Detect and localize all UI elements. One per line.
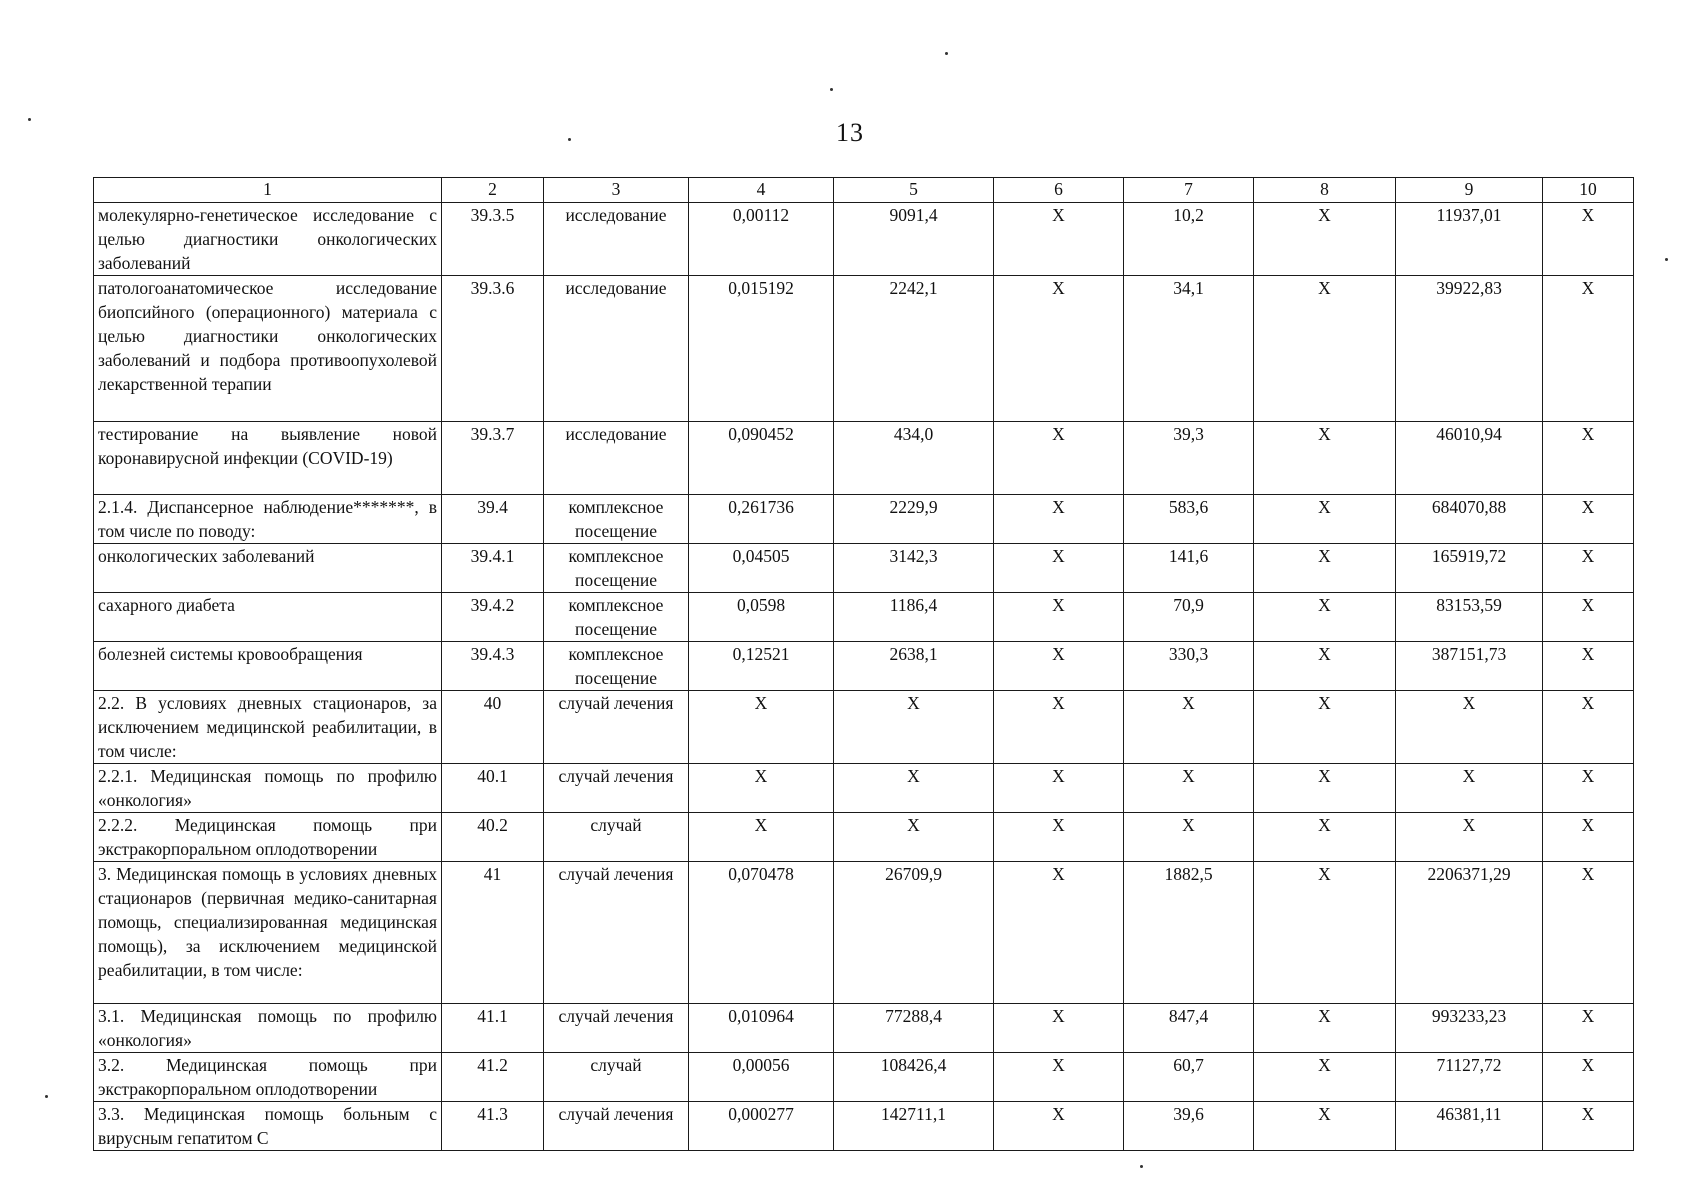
row-col4-cell: 0,090452 xyxy=(689,422,834,495)
table-row xyxy=(94,276,1634,422)
row-col7-cell: 141,6 xyxy=(1124,544,1254,593)
row-col7-cell: 583,6 xyxy=(1124,495,1254,544)
table-row xyxy=(94,862,1634,1004)
row-unit-cell: случай xyxy=(544,1053,689,1102)
row-name-cell: 3.3. Медицинская помощь больным с вирусным гепатитом С xyxy=(94,1102,442,1151)
row-unit-cell: исследование xyxy=(544,203,689,276)
row-col9-cell: 387151,73 xyxy=(1396,642,1543,691)
row-col8-cell: X xyxy=(1254,276,1396,422)
scan-speck xyxy=(1140,1165,1143,1168)
row-col5-cell: 108426,4 xyxy=(834,1053,994,1102)
row-col9-cell: 11937,01 xyxy=(1396,203,1543,276)
row-unit-cell: случай лечения xyxy=(544,862,689,1004)
table-row xyxy=(94,544,1634,593)
row-col4-cell: 0,00056 xyxy=(689,1053,834,1102)
scan-speck xyxy=(45,1095,48,1098)
row-col9-cell: X xyxy=(1396,764,1543,813)
column-header: 10 xyxy=(1543,178,1634,203)
row-col6-cell: X xyxy=(994,276,1124,422)
row-col6-cell: X xyxy=(994,593,1124,642)
row-col8-cell: X xyxy=(1254,544,1396,593)
row-name-cell: 3.1. Медицинская помощь по профилю «онкология» xyxy=(94,1004,442,1053)
header-row xyxy=(94,178,1634,203)
row-code-cell: 39.4.1 xyxy=(442,544,544,593)
row-col10-cell: X xyxy=(1543,813,1634,862)
table-row xyxy=(94,691,1634,764)
row-col8-cell: X xyxy=(1254,203,1396,276)
row-col8-cell: X xyxy=(1254,1053,1396,1102)
row-name-cell: тестирование на выявление новой коронавирусной инфекции (COVID-19) xyxy=(94,422,442,495)
scan-speck xyxy=(1665,258,1668,261)
row-col6-cell: X xyxy=(994,642,1124,691)
row-col5-cell: X xyxy=(834,813,994,862)
row-unit-cell: комплексное посещение xyxy=(544,495,689,544)
table-row xyxy=(94,642,1634,691)
row-col6-cell: X xyxy=(994,691,1124,764)
row-col10-cell: X xyxy=(1543,1102,1634,1151)
row-col4-cell: 0,261736 xyxy=(689,495,834,544)
row-code-cell: 41.3 xyxy=(442,1102,544,1151)
row-col8-cell: X xyxy=(1254,813,1396,862)
row-name-cell: молекулярно-генетическое исследование с целью диагностики онкологических заболеваний xyxy=(94,203,442,276)
row-col9-cell: X xyxy=(1396,813,1543,862)
row-name-cell: сахарного диабета xyxy=(94,593,442,642)
row-unit-cell: исследование xyxy=(544,422,689,495)
row-col5-cell: 2242,1 xyxy=(834,276,994,422)
row-name-cell: 3.2. Медицинская помощь при экстракорпоральном оплодотворении xyxy=(94,1053,442,1102)
row-col7-cell: 70,9 xyxy=(1124,593,1254,642)
row-col5-cell: 9091,4 xyxy=(834,203,994,276)
row-col4-cell: 0,00112 xyxy=(689,203,834,276)
row-unit-cell: случай xyxy=(544,813,689,862)
row-unit-cell: комплексное посещение xyxy=(544,593,689,642)
table-row xyxy=(94,593,1634,642)
row-col7-cell: 39,3 xyxy=(1124,422,1254,495)
row-col8-cell: X xyxy=(1254,642,1396,691)
row-name-cell: 2.2.1. Медицинская помощь по профилю «онкология» xyxy=(94,764,442,813)
row-code-cell: 40.1 xyxy=(442,764,544,813)
row-unit-cell: случай лечения xyxy=(544,1004,689,1053)
column-header: 1 xyxy=(94,178,442,203)
row-unit-cell: случай лечения xyxy=(544,764,689,813)
row-col4-cell: 0,12521 xyxy=(689,642,834,691)
row-col10-cell: X xyxy=(1543,691,1634,764)
row-col9-cell: 46010,94 xyxy=(1396,422,1543,495)
row-col8-cell: X xyxy=(1254,593,1396,642)
row-col10-cell: X xyxy=(1543,203,1634,276)
column-header: 2 xyxy=(442,178,544,203)
row-col4-cell: X xyxy=(689,691,834,764)
row-col7-cell: 10,2 xyxy=(1124,203,1254,276)
row-col8-cell: X xyxy=(1254,1004,1396,1053)
row-col8-cell: X xyxy=(1254,862,1396,1004)
row-col8-cell: X xyxy=(1254,764,1396,813)
row-code-cell: 39.3.7 xyxy=(442,422,544,495)
row-col7-cell: 847,4 xyxy=(1124,1004,1254,1053)
row-col10-cell: X xyxy=(1543,544,1634,593)
scan-speck xyxy=(830,88,833,91)
table-row xyxy=(94,422,1634,495)
row-code-cell: 39.3.6 xyxy=(442,276,544,422)
row-col4-cell: 0,010964 xyxy=(689,1004,834,1053)
row-col9-cell: 46381,11 xyxy=(1396,1102,1543,1151)
row-col5-cell: 434,0 xyxy=(834,422,994,495)
row-unit-cell: комплексное посещение xyxy=(544,544,689,593)
row-col4-cell: 0,0598 xyxy=(689,593,834,642)
row-col7-cell: X xyxy=(1124,813,1254,862)
row-col9-cell: X xyxy=(1396,691,1543,764)
row-col8-cell: X xyxy=(1254,422,1396,495)
row-code-cell: 39.3.5 xyxy=(442,203,544,276)
row-col9-cell: 39922,83 xyxy=(1396,276,1543,422)
row-col4-cell: 0,000277 xyxy=(689,1102,834,1151)
row-col4-cell: X xyxy=(689,764,834,813)
row-code-cell: 39.4.2 xyxy=(442,593,544,642)
row-col10-cell: X xyxy=(1543,422,1634,495)
column-header: 6 xyxy=(994,178,1124,203)
row-name-cell: 2.1.4. Диспансерное наблюдение*******, в том числе по поводу: xyxy=(94,495,442,544)
table-row xyxy=(94,1004,1634,1053)
row-col6-cell: X xyxy=(994,203,1124,276)
row-col5-cell: 1186,4 xyxy=(834,593,994,642)
row-col5-cell: X xyxy=(834,764,994,813)
row-col7-cell: X xyxy=(1124,691,1254,764)
row-col8-cell: X xyxy=(1254,495,1396,544)
row-col6-cell: X xyxy=(994,422,1124,495)
row-name-cell: 2.2. В условиях дневных стационаров, за исключением медицинской реабилитации, в том числе: xyxy=(94,691,442,764)
row-col7-cell: 1882,5 xyxy=(1124,862,1254,1004)
column-header: 7 xyxy=(1124,178,1254,203)
scan-speck xyxy=(945,52,948,55)
row-col10-cell: X xyxy=(1543,764,1634,813)
column-header: 5 xyxy=(834,178,994,203)
row-name-cell: патологоанатомическое исследование биопсийного (операционного) материала с целью диагностики онкологических заболеваний и подбора противоопухолевой лекарственной терапии xyxy=(94,276,442,422)
row-col9-cell: 684070,88 xyxy=(1396,495,1543,544)
row-col5-cell: 26709,9 xyxy=(834,862,994,1004)
row-col6-cell: X xyxy=(994,1102,1124,1151)
row-unit-cell: случай лечения xyxy=(544,1102,689,1151)
row-code-cell: 39.4.3 xyxy=(442,642,544,691)
table-row xyxy=(94,495,1634,544)
row-col10-cell: X xyxy=(1543,1004,1634,1053)
table-row xyxy=(94,1102,1634,1151)
row-col5-cell: 142711,1 xyxy=(834,1102,994,1151)
scan-speck xyxy=(568,138,571,141)
row-col6-cell: X xyxy=(994,1053,1124,1102)
row-col7-cell: 60,7 xyxy=(1124,1053,1254,1102)
row-col10-cell: X xyxy=(1543,1053,1634,1102)
row-col6-cell: X xyxy=(994,495,1124,544)
row-col5-cell: X xyxy=(834,691,994,764)
row-unit-cell: комплексное посещение xyxy=(544,642,689,691)
row-col9-cell: 993233,23 xyxy=(1396,1004,1543,1053)
row-col10-cell: X xyxy=(1543,642,1634,691)
row-col8-cell: X xyxy=(1254,1102,1396,1151)
column-header: 9 xyxy=(1396,178,1543,203)
row-col6-cell: X xyxy=(994,764,1124,813)
row-code-cell: 40 xyxy=(442,691,544,764)
row-code-cell: 39.4 xyxy=(442,495,544,544)
row-col4-cell: 0,04505 xyxy=(689,544,834,593)
row-col10-cell: X xyxy=(1543,276,1634,422)
row-col5-cell: 2229,9 xyxy=(834,495,994,544)
table-body xyxy=(94,178,1634,1151)
row-col9-cell: 83153,59 xyxy=(1396,593,1543,642)
row-code-cell: 41.2 xyxy=(442,1053,544,1102)
column-header: 4 xyxy=(689,178,834,203)
row-col9-cell: 165919,72 xyxy=(1396,544,1543,593)
row-col9-cell: 71127,72 xyxy=(1396,1053,1543,1102)
row-unit-cell: исследование xyxy=(544,276,689,422)
row-col6-cell: X xyxy=(994,813,1124,862)
column-header: 3 xyxy=(544,178,689,203)
row-col6-cell: X xyxy=(994,862,1124,1004)
row-col7-cell: X xyxy=(1124,764,1254,813)
row-col7-cell: 330,3 xyxy=(1124,642,1254,691)
row-code-cell: 41 xyxy=(442,862,544,1004)
row-name-cell: болезней системы кровообращения xyxy=(94,642,442,691)
row-col4-cell: 0,015192 xyxy=(689,276,834,422)
row-col10-cell: X xyxy=(1543,593,1634,642)
row-col8-cell: X xyxy=(1254,691,1396,764)
row-name-cell: онкологических заболеваний xyxy=(94,544,442,593)
indicators-table xyxy=(93,177,1634,1151)
row-col5-cell: 77288,4 xyxy=(834,1004,994,1053)
row-code-cell: 40.2 xyxy=(442,813,544,862)
row-col5-cell: 2638,1 xyxy=(834,642,994,691)
table-row xyxy=(94,764,1634,813)
row-name-cell: 3. Медицинская помощь в условиях дневных стационаров (первичная медико-санитарная помощь, специализированная медицинская помощь), за исключением медицинской реабилитации, в том числе: xyxy=(94,862,442,1004)
column-header: 8 xyxy=(1254,178,1396,203)
scan-speck xyxy=(28,118,31,121)
row-name-cell: 2.2.2. Медицинская помощь при экстракорпоральном оплодотворении xyxy=(94,813,442,862)
table-row xyxy=(94,1053,1634,1102)
row-unit-cell: случай лечения xyxy=(544,691,689,764)
row-col4-cell: X xyxy=(689,813,834,862)
row-code-cell: 41.1 xyxy=(442,1004,544,1053)
row-col7-cell: 39,6 xyxy=(1124,1102,1254,1151)
row-col7-cell: 34,1 xyxy=(1124,276,1254,422)
table-row xyxy=(94,203,1634,276)
table-row xyxy=(94,813,1634,862)
row-col10-cell: X xyxy=(1543,862,1634,1004)
page-number: 13 xyxy=(836,118,864,147)
row-col10-cell: X xyxy=(1543,495,1634,544)
row-col9-cell: 2206371,29 xyxy=(1396,862,1543,1004)
row-col4-cell: 0,070478 xyxy=(689,862,834,1004)
row-col6-cell: X xyxy=(994,1004,1124,1053)
row-col6-cell: X xyxy=(994,544,1124,593)
row-col5-cell: 3142,3 xyxy=(834,544,994,593)
